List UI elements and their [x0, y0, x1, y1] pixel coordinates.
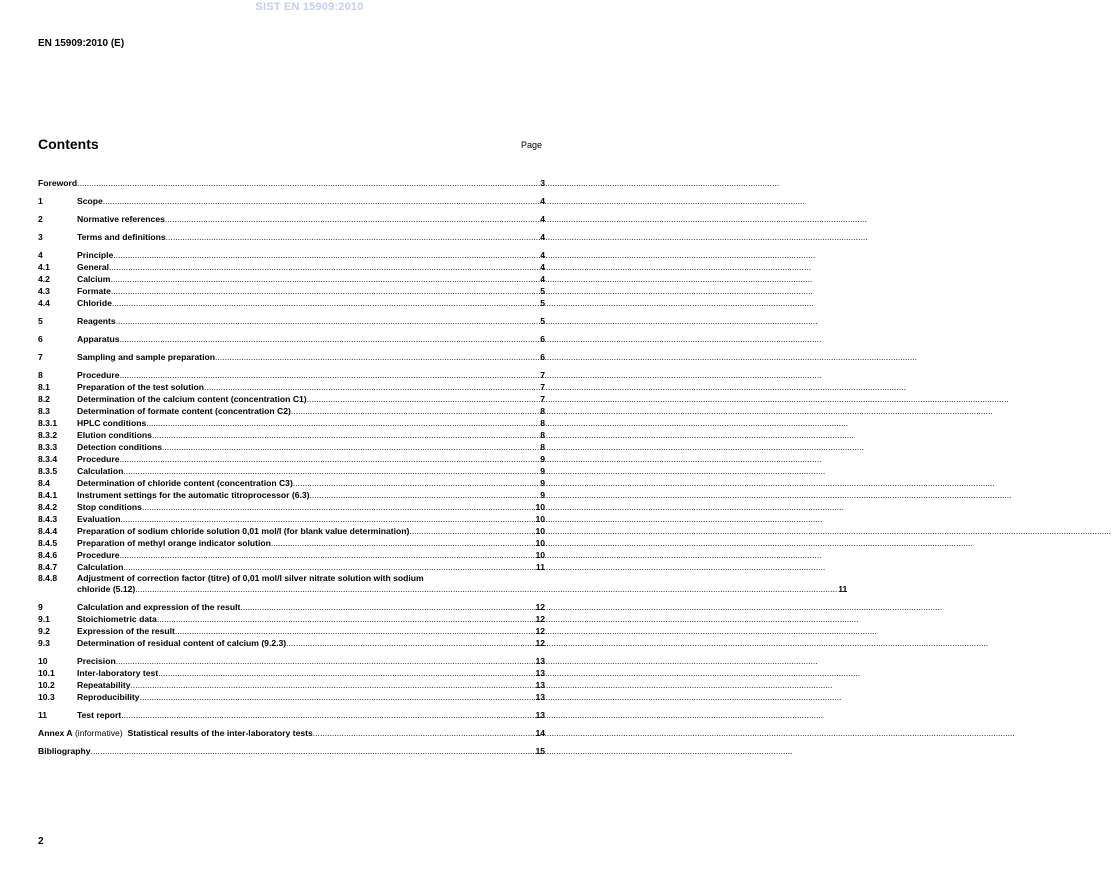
toc-page: 13: [535, 668, 545, 678]
dot-leader: [140, 691, 535, 703]
toc-page: 9: [540, 454, 545, 464]
toc-page: 8: [540, 406, 545, 416]
dot-leader: [204, 381, 539, 393]
toc-title: Inter-laboratory test: [77, 668, 159, 678]
toc-title: Determination of the calcium content (concentration C1): [77, 394, 307, 404]
dot-leader: [116, 315, 540, 327]
toc-page: 5: [540, 316, 545, 326]
toc-entry-10[interactable]: [38, 655, 545, 667]
toc-page: 6: [540, 352, 545, 362]
dot-leader: [77, 177, 539, 189]
toc-title: Normative references: [77, 214, 165, 224]
toc-entry-9-3[interactable]: [38, 637, 545, 649]
toc-title: Foreword: [38, 178, 78, 188]
toc-page: 14: [535, 728, 545, 738]
toc-title: Principle: [77, 250, 114, 260]
toc-entry-8-3-5[interactable]: [38, 465, 545, 477]
toc-entry-4-2[interactable]: [38, 273, 545, 285]
toc-entry-4[interactable]: [38, 249, 545, 261]
toc-number: 4.3: [38, 286, 50, 296]
dot-leader: [121, 709, 534, 721]
toc-entry-2[interactable]: [38, 213, 545, 225]
toc-number: 9.2: [38, 626, 50, 636]
toc-title: Bibliography: [38, 746, 91, 756]
dot-leader: [120, 369, 540, 381]
toc-number: 9.1: [38, 614, 50, 624]
dot-leader: [175, 625, 535, 637]
toc-title: Preparation of sodium chloride solution 0,01 mol/l (for blank value determination): [77, 526, 410, 536]
toc-page: 13: [535, 692, 545, 702]
toc-entry-8-3-2[interactable]: [38, 429, 545, 441]
toc-number: 4.4: [38, 298, 50, 308]
toc-page: 11: [838, 584, 848, 594]
toc-number: 8.3.2: [38, 430, 58, 440]
dot-leader: [120, 549, 535, 561]
dot-leader: [146, 417, 539, 429]
dot-leader: [131, 679, 535, 691]
toc-title-line-1: Adjustment of correction factor (titre) of 0,01 mol/l silver nitrate solution with sodium: [77, 573, 424, 583]
toc-page: 5: [540, 298, 545, 308]
dot-leader: [240, 601, 534, 613]
toc-title: Preparation of the test solution: [77, 382, 205, 392]
toc-title: Statistical results of the inter-laboratory tests: [127, 728, 313, 738]
toc-page: 4: [540, 214, 545, 224]
dot-leader: [215, 351, 539, 363]
toc-entry-7[interactable]: [38, 351, 545, 363]
toc-title: Determination of formate content (concentration C2): [77, 406, 291, 416]
dot-leader: [310, 489, 540, 501]
dot-leader: [91, 745, 535, 757]
toc-page: 4: [540, 250, 545, 260]
toc-number: 11: [38, 710, 48, 720]
toc-page: 12: [535, 614, 545, 624]
toc-title-line-2-row: [77, 584, 847, 595]
toc-title: Test report: [77, 710, 122, 720]
toc-page: 9: [540, 466, 545, 476]
toc-title: Stoichiometric data: [77, 614, 157, 624]
toc-number: 4.2: [38, 274, 50, 284]
dot-leader: [293, 477, 539, 489]
dot-leader: [103, 195, 539, 207]
toc-title: Determination of chloride content (concentration C3): [77, 478, 293, 488]
toc-page: 11: [535, 562, 545, 572]
dot-leader: [157, 613, 535, 625]
toc-page: 4: [540, 232, 545, 242]
toc-title: Procedure: [77, 454, 120, 464]
toc-number: 8.4: [38, 478, 50, 488]
toc-page: 12: [535, 626, 545, 636]
toc-entry-9[interactable]: [38, 601, 545, 613]
dot-leader: [313, 727, 535, 739]
toc-page: 10: [535, 502, 545, 512]
toc-entry-10-2[interactable]: [38, 679, 545, 691]
toc-entry-8-3-4[interactable]: [38, 453, 545, 465]
toc-entry-bibliography[interactable]: [38, 745, 545, 757]
toc-title: Detection conditions: [77, 442, 162, 452]
toc-number: 3: [38, 232, 43, 242]
toc-title: Chloride: [77, 298, 112, 308]
toc-entry-8-4-6[interactable]: [38, 549, 545, 561]
toc-page: 13: [535, 680, 545, 690]
toc-number: 10.3: [38, 692, 55, 702]
page-column-header: Page: [521, 140, 543, 150]
dot-leader: [152, 429, 539, 441]
document-id: EN 15909:2010 (E): [38, 38, 125, 49]
toc-page: 9: [540, 490, 545, 500]
dot-leader: [110, 273, 539, 285]
toc-number: 9.3: [38, 638, 50, 648]
toc-number: 8.4.5: [38, 538, 58, 548]
table-of-contents: [38, 177, 848, 757]
dot-leader: [162, 441, 539, 453]
toc-title: Evaluation: [77, 514, 121, 524]
toc-entry-annex-a[interactable]: [38, 727, 545, 739]
toc-title: Determination of residual content of calcium (9.2.3): [77, 638, 287, 648]
toc-entry-6[interactable]: [38, 333, 545, 345]
toc-number: 7: [38, 352, 43, 362]
dot-leader: [135, 584, 837, 595]
toc-entry-8-2[interactable]: [38, 393, 545, 405]
dot-leader: [113, 249, 539, 261]
toc-title: Procedure: [77, 370, 120, 380]
toc-title-line-2: chloride (5.12): [77, 584, 136, 594]
toc-entry-8-4-3[interactable]: [38, 513, 545, 525]
toc-title: Reproducibility: [77, 692, 140, 702]
toc-page: 3: [540, 178, 545, 188]
watermark: SIST EN 15909:2010: [255, 1, 364, 13]
toc-number: 10: [38, 656, 48, 666]
toc-entry-4-1[interactable]: [38, 261, 545, 273]
dot-leader: [307, 393, 540, 405]
toc-title: Apparatus: [77, 334, 120, 344]
dot-leader: [120, 513, 534, 525]
toc-page: 5: [540, 286, 545, 296]
toc-title: HPLC conditions: [77, 418, 147, 428]
toc-page: 10: [535, 550, 545, 560]
toc-page: 4: [540, 274, 545, 284]
toc-page: 10: [535, 526, 545, 536]
dot-leader: [123, 465, 539, 477]
dot-leader: [291, 405, 539, 417]
toc-entry-5[interactable]: [38, 315, 545, 327]
toc-page: 7: [540, 370, 545, 380]
toc-title: Repeatability: [77, 680, 131, 690]
toc-number: 8.3.5: [38, 466, 58, 476]
toc-page: 12: [535, 638, 545, 648]
page-number: 2: [38, 836, 44, 847]
toc-entry-8-3-3[interactable]: [38, 441, 545, 453]
toc-entry-4-3[interactable]: [38, 285, 545, 297]
toc-page: 6: [540, 334, 545, 344]
toc-number: 1: [38, 196, 43, 206]
toc-entry-9-1[interactable]: [38, 613, 545, 625]
toc-number: 8.4.6: [38, 550, 58, 560]
toc-page: 9: [540, 478, 545, 488]
toc-entry-8[interactable]: [38, 369, 545, 381]
toc-number: 10.2: [38, 680, 55, 690]
toc-entry-1[interactable]: [38, 195, 545, 207]
toc-number: 10.1: [38, 668, 55, 678]
contents-title: Contents: [38, 136, 99, 152]
toc-entry-9-2[interactable]: [38, 625, 545, 637]
dot-leader: [111, 285, 539, 297]
toc-title: Expression of the result: [77, 626, 175, 636]
toc-entry-8-4[interactable]: [38, 477, 545, 489]
toc-page: 4: [540, 262, 545, 272]
toc-wrapped-body: [77, 573, 847, 595]
toc-title: Sampling and sample preparation: [77, 352, 216, 362]
dot-leader: [116, 655, 535, 667]
toc-page: 15: [535, 746, 545, 756]
toc-entry-8-4-4[interactable]: [38, 525, 545, 537]
dot-leader: [166, 231, 540, 243]
toc-number: 8.3.1: [38, 418, 58, 428]
toc-entry-foreword[interactable]: [38, 177, 545, 189]
dot-leader: [120, 333, 540, 345]
toc-title: Preparation of methyl orange indicator solution: [77, 538, 271, 548]
toc-entry-8-3-1[interactable]: [38, 417, 545, 429]
toc-page: 10: [535, 514, 545, 524]
toc-page: 8: [540, 442, 545, 452]
toc-number: 5: [38, 316, 43, 326]
dot-leader: [158, 667, 534, 679]
annex-label: Annex A: [38, 728, 73, 738]
toc-title: Terms and definitions: [77, 232, 166, 242]
toc-number: 8.4.7: [38, 562, 58, 572]
toc-page: 7: [540, 382, 545, 392]
toc-number: 8.1: [38, 382, 50, 392]
toc-page: 4: [540, 196, 545, 206]
dot-leader: [112, 297, 539, 309]
toc-number: 2: [38, 214, 43, 224]
toc-title: Calculation: [77, 466, 124, 476]
dot-leader: [271, 537, 535, 549]
toc-entry-8-4-1[interactable]: [38, 489, 545, 501]
toc-number: 8.4.2: [38, 502, 58, 512]
toc-title: Precision: [77, 656, 116, 666]
toc-title: Procedure: [77, 550, 120, 560]
toc-number: 8.4.8: [38, 573, 58, 583]
toc-number: 8: [38, 370, 43, 380]
toc-number: 9: [38, 602, 43, 612]
dot-leader: [286, 637, 534, 649]
toc-title: Instrument settings for the automatic titroprocessor (6.3): [77, 490, 310, 500]
toc-entry-8-3[interactable]: [38, 405, 545, 417]
dot-leader: [409, 525, 534, 537]
annex-qualifier: (informative): [74, 728, 123, 738]
toc-title: General: [77, 262, 110, 272]
toc-page: 13: [535, 656, 545, 666]
toc-entry-11[interactable]: [38, 709, 545, 721]
toc-entry-8-4-5[interactable]: [38, 537, 545, 549]
toc-title: Calculation: [77, 562, 124, 572]
toc-page: 8: [540, 418, 545, 428]
toc-number: 4: [38, 250, 43, 260]
dot-leader: [120, 453, 540, 465]
toc-page: 13: [535, 710, 545, 720]
dot-leader: [109, 261, 539, 273]
toc-number: 8.3.3: [38, 442, 58, 452]
toc-entry-8-4-2[interactable]: [38, 501, 545, 513]
toc-entry-3[interactable]: [38, 231, 545, 243]
toc-title: Scope: [77, 196, 103, 206]
toc-title: Elution conditions: [77, 430, 152, 440]
toc-entry-10-1[interactable]: [38, 667, 545, 679]
toc-number: 8.3: [38, 406, 50, 416]
dot-leader: [123, 561, 535, 573]
toc-number: 4.1: [38, 262, 50, 272]
toc-number: 8.3.4: [38, 454, 58, 464]
toc-page: 10: [535, 538, 545, 548]
toc-title: Reagents: [77, 316, 116, 326]
toc-entry-8-4-8[interactable]: [38, 573, 848, 595]
toc-title: Calculation and expression of the result: [77, 602, 241, 612]
toc-entry-4-4[interactable]: [38, 297, 545, 309]
toc-number: 8.4.1: [38, 490, 58, 500]
dot-leader: [165, 213, 539, 225]
toc-title: Calcium: [77, 274, 111, 284]
toc-number: 6: [38, 334, 43, 344]
toc-page: 12: [535, 602, 545, 612]
toc-entry-8-4-7[interactable]: [38, 561, 545, 573]
toc-title: Stop conditions: [77, 502, 142, 512]
toc-number: 8.4.4: [38, 526, 58, 536]
toc-number: 8.2: [38, 394, 50, 404]
toc-number: 8.4.3: [38, 514, 58, 524]
dot-leader: [142, 501, 535, 513]
toc-title: Formate: [77, 286, 111, 296]
toc-entry-10-3[interactable]: [38, 691, 545, 703]
toc-entry-8-1[interactable]: [38, 381, 545, 393]
toc-page: 7: [540, 394, 545, 404]
toc-page: 8: [540, 430, 545, 440]
